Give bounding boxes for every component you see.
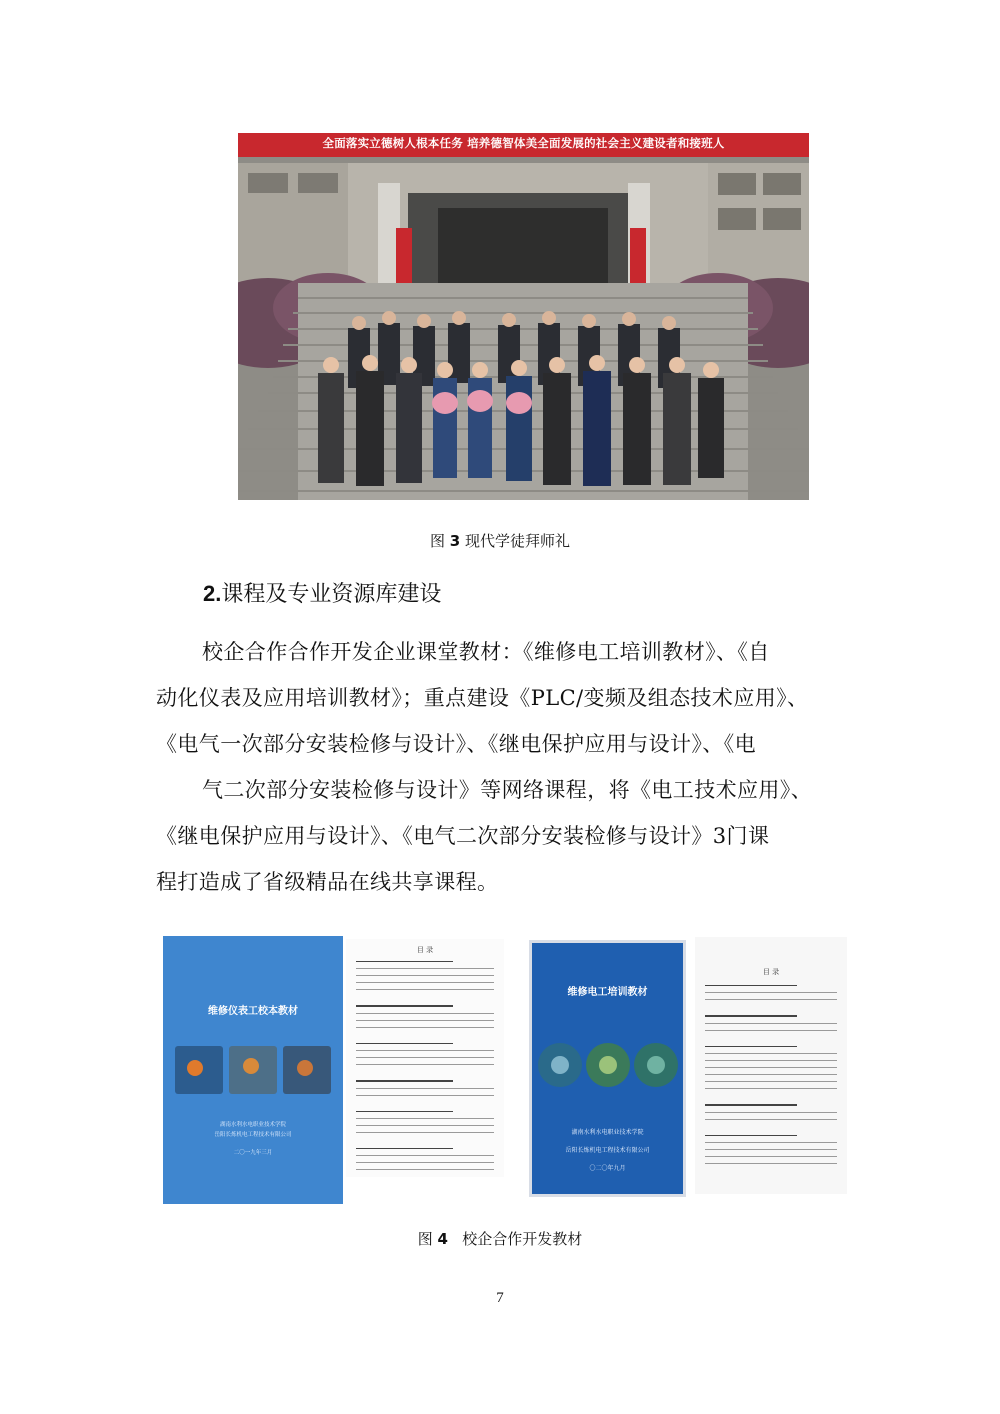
banner-slogan: 全面落实立德树人根本任务 培养德智体美全面发展的社会主义建设者和接班人 <box>322 136 725 150</box>
textbook-cover-electrician <box>529 940 686 1197</box>
figure3-caption-text: 现代学徒拜师礼 <box>465 532 571 550</box>
cover2-title: 维修电工培训教材 <box>567 987 648 998</box>
toc1-entries <box>356 961 494 1176</box>
cover2-org1: 湖南水利水电职业技术学院 <box>571 1129 644 1136</box>
cover1-date: 二〇一九年三月 <box>233 1150 273 1156</box>
section-heading <box>203 577 441 608</box>
textbook-toc-instrument <box>346 939 504 1177</box>
paragraph-line: 气二次部分安装检修与设计》等网络课程，将《电工技术应用》、 <box>202 778 813 802</box>
paragraph-line: 程打造成了省级精品在线共享课程。 <box>156 870 499 894</box>
figure3-caption-prefix: 图 <box>429 532 445 550</box>
paragraph-line: 校企合作合作开发企业课堂教材：《维修电工培训教材》、《自 <box>202 640 770 664</box>
toc1-title: 目 录 <box>416 946 434 954</box>
cover2-date: 〇二〇年九月 <box>589 1165 626 1172</box>
figure4-caption <box>0 1228 1000 1249</box>
section-title: 课程及专业资源库建设 <box>221 582 442 607</box>
textbook-cover-instrument <box>163 936 343 1204</box>
paragraph-line: 《电气一次部分安装检修与设计》、《继电保护应用与设计》、《电 <box>156 732 756 756</box>
toc2-entries <box>705 985 837 1170</box>
figure4-caption-number: 4 <box>437 1230 448 1248</box>
paragraph-line: 《继电保护应用与设计》、《电气二次部分安装检修与设计》3门课 <box>156 824 770 848</box>
figure4-caption-prefix: 图 <box>417 1230 433 1248</box>
textbook-toc-electrician <box>695 937 847 1194</box>
section-number: 2. <box>203 581 222 606</box>
page-number: 7 <box>496 1290 504 1306</box>
figure3-caption <box>0 530 1000 551</box>
cover2-org2: 岳阳长炼机电工程技术有限公司 <box>565 1147 650 1154</box>
figure3-caption-number: 3 <box>449 532 461 550</box>
toc2-title: 目 录 <box>762 968 780 976</box>
ceremony-photo <box>238 133 809 500</box>
cover1-org2: 岳阳长炼机电工程技术有限公司 <box>214 1132 292 1138</box>
cover1-title: 维修仪表工校本教材 <box>208 1006 298 1017</box>
cover1-org1: 湖南水利水电职业技术学院 <box>219 1122 286 1128</box>
figure4-caption-text: 校企合作开发教材 <box>462 1230 583 1248</box>
paragraph-line: 动化仪表及应用培训教材》；重点建设《PLC/变频及组态技术应用》、 <box>156 686 809 710</box>
